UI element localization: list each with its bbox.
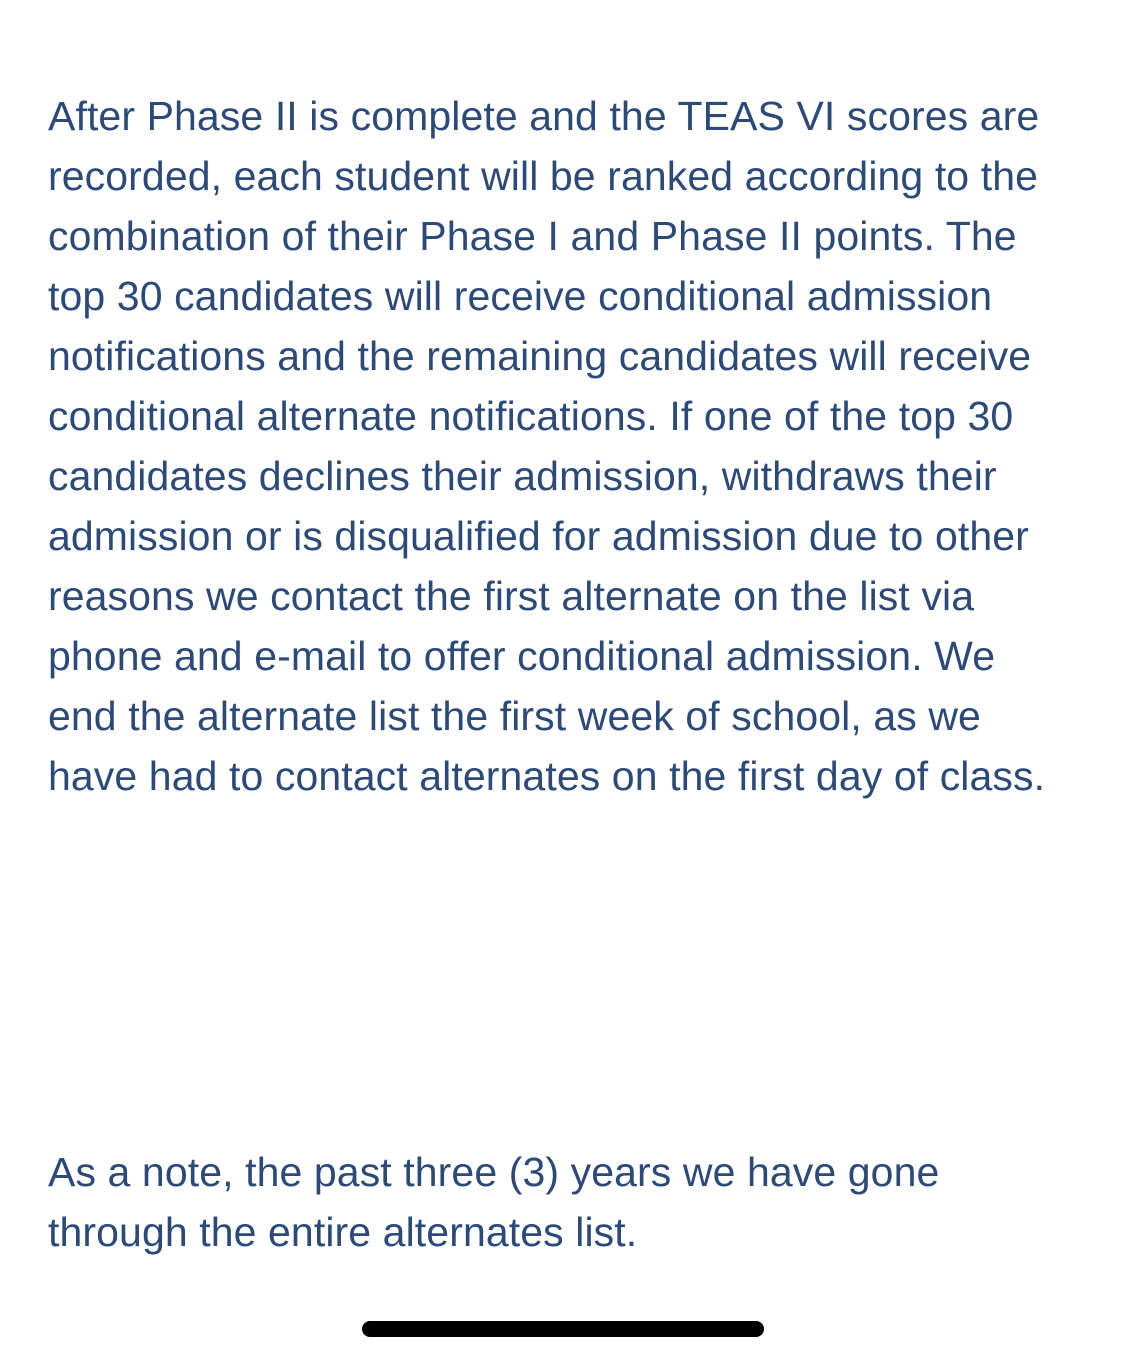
paragraph-note: As a note, the past three (3) years we have gone through the entire alternates list. (48, 1149, 940, 1255)
paragraph-admission-process: After Phase II is complete and the TEAS VI scores are recorded, each student will be ranked according to the combination of their Phase I and Phase II points. The top 30 candidates will receive conditional admission notifications and the remaining candidates will receive conditional alternate notifications. If one of the top 30 candidates declines their admission, withdraws their admission or is disqualified for admission due to other reasons we contact the first alternate on the list via phone and e-mail to offer conditional admission. We end the alternate list the first week of school, as we have had to contact alternates on the first day of class. (48, 93, 1046, 799)
home-indicator[interactable] (362, 1321, 764, 1337)
document-note (48, 1142, 1048, 1262)
document-body (48, 86, 1048, 806)
